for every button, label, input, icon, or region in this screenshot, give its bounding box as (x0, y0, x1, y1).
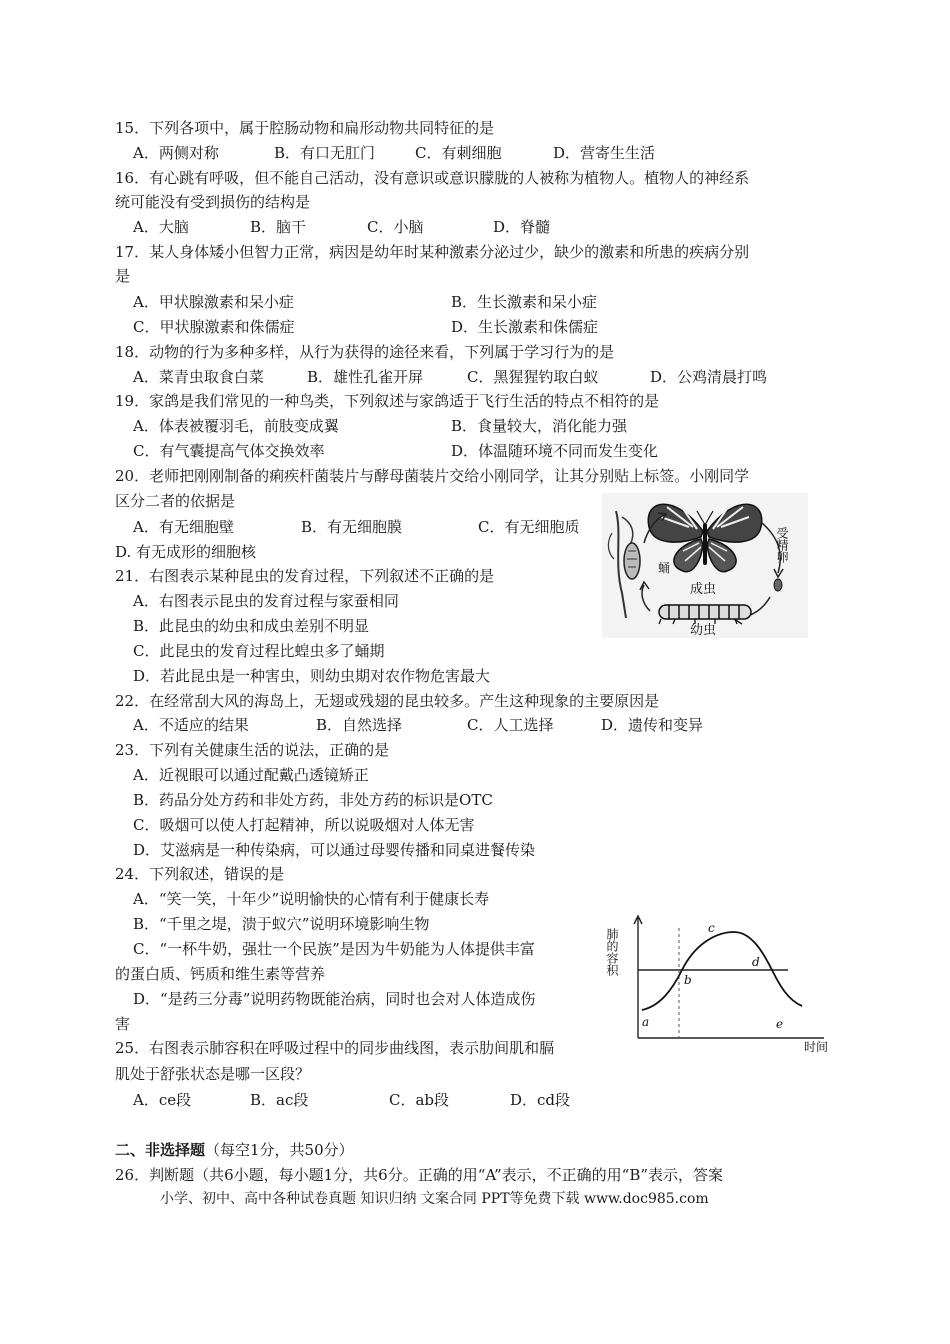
q16-option-b: B．脑干 (250, 218, 307, 236)
egg-label: 受精卵 (775, 527, 789, 563)
q20-option-d: D. 有无成形的细胞核 (115, 543, 257, 561)
q16-option-a: A．大脑 (133, 218, 189, 236)
q20-option-a: A．有无细胞壁 (133, 518, 234, 536)
q25-stem-line1: 25．右图表示肺容积在呼吸过程中的同步曲线图，表示肋间肌和膈 (115, 1039, 555, 1057)
q16-stem-line1: 16．有心跳有呼吸，但不能自己活动，没有意识或意识朦胧的人被称为植物人。植物人的神经系 (115, 169, 750, 187)
q16-option-d: D．脊髓 (493, 218, 551, 236)
q21-option-b: B．此昆虫的幼虫和成虫差别不明显 (133, 617, 370, 635)
q17-stem-line2: 是 (115, 267, 131, 285)
q20-option-c: C．有无细胞质 (478, 518, 580, 536)
q24-option-a: A．“笑一笑，十年少”说明愉快的心情有利于健康长寿 (133, 890, 490, 908)
q23-stem: 23．下列有关健康生活的说法，正确的是 (115, 741, 390, 759)
section-2-title: 二、非选择题 (115, 1141, 206, 1159)
q18-option-b: B．雄性孔雀开屏 (307, 368, 424, 386)
q21-option-d: D．若此昆虫是一种害虫，则幼虫期对农作物危害最大 (133, 667, 491, 685)
q17-stem-line1: 17．某人身体矮小但智力正常，病因是幼年时某种激素分泌过少，缺少的激素和所患的疾病分别 (115, 243, 750, 261)
q19-option-b: B．食量较大，消化能力强 (451, 417, 628, 435)
q23-option-d: D．艾滋病是一种传染病，可以通过母婴传播和同桌进餐传染 (133, 841, 536, 859)
q23-option-b: B．药品分处方药和非处方药，非处方药的标识是OTC (133, 791, 493, 809)
point-a-label: a (642, 1015, 650, 1029)
q18-option-d: D．公鸡清晨打鸣 (650, 368, 768, 386)
q19-option-d: D．体温随环境不同而发生变化 (451, 442, 659, 460)
y-axis-label: 肺的容积 (605, 928, 619, 976)
q17-option-c: C．甲状腺激素和侏儒症 (133, 318, 295, 336)
q24-option-c-line2: 的蛋白质、钙质和维生素等营养 (115, 965, 326, 983)
q15-option-c: C．有刺细胞 (415, 144, 502, 162)
q18-option-c: C．黑猩猩钓取白蚁 (467, 368, 599, 386)
point-d-label: d (752, 955, 760, 969)
q18-stem: 18．动物的行为多种多样，从行为获得的途径来看，下列属于学习行为的是 (115, 343, 615, 361)
q21-option-a: A．右图表示昆虫的发育过程与家蚕相同 (133, 592, 399, 610)
q25-option-b: B．ac段 (250, 1091, 309, 1109)
pupa-label: 蛹 (658, 561, 671, 575)
q15-option-b: B．有口无肛门 (274, 144, 376, 162)
q17-option-b: B．生长激素和呆小症 (451, 293, 598, 311)
q20-stem-line2: 区分二者的依据是 (115, 492, 236, 510)
insect-life-cycle-figure (602, 493, 808, 638)
q22-option-a: A．不适应的结果 (133, 716, 249, 734)
q24-option-d-line2: 害 (115, 1015, 131, 1033)
page-footer: 小学、初中、高中各种试卷真题 知识归纳 文案合同 PPT等免费下载 www.doc985.com (160, 1191, 709, 1207)
q21-stem: 21．右图表示某种昆虫的发育过程，下列叙述不正确的是 (115, 567, 495, 585)
q16-option-c: C．小脑 (367, 218, 424, 236)
q15-option-a: A．两侧对称 (133, 144, 219, 162)
q15-stem: 15．下列各项中，属于腔肠动物和扁形动物共同特征的是 (115, 119, 495, 137)
q22-option-b: B．自然选择 (316, 716, 403, 734)
q24-stem: 24．下列叙述，错误的是 (115, 865, 285, 883)
q19-option-c: C．有气囊提高气体交换效率 (133, 442, 325, 460)
q26-stem: 26．判断题（共6小题，每小题1分，共6分。正确的用“A”表示，不正确的用“B”表示，答案 (115, 1166, 724, 1184)
q20-option-b: B．有无细胞膜 (301, 518, 403, 536)
q18-option-a: A．菜青虫取食白菜 (133, 368, 264, 386)
q20-stem-line1: 20．老师把刚刚制备的痢疾杆菌装片与酵母菌装片交给小刚同学，让其分别贴上标签。小刚同学 (115, 467, 750, 485)
q22-option-c: C．人工选择 (467, 716, 554, 734)
q22-stem: 22．在经常刮大风的海岛上，无翅或残翅的昆虫较多。产生这种现象的主要原因是 (115, 692, 660, 710)
x-axis-label: 时间 (804, 1040, 829, 1054)
point-c-label: c (708, 921, 715, 935)
q25-stem-line2: 肌处于舒张状态是哪一区段？ (115, 1065, 311, 1083)
point-b-label: b (684, 973, 692, 987)
adult-label: 成虫 (690, 582, 717, 597)
q16-stem-line2: 统可能没有受到损伤的结构是 (115, 193, 311, 211)
q24-option-b: B．“千里之堤，溃于蚁穴”说明环境影响生物 (133, 915, 430, 933)
lung-volume-curve (642, 932, 802, 1010)
q19-stem: 19．家鸽是我们常见的一种鸟类，下列叙述与家鸽适于飞行生活的特点不相符的是 (115, 392, 660, 410)
q24-option-d-line1: D．“是药三分毒”说明药物既能治病，同时也会对人体造成伤 (133, 990, 536, 1008)
q24-option-c-line1: C．“一杯牛奶，强壮一个民族”是因为牛奶能为人体提供丰富 (133, 940, 535, 958)
q15-option-d: D．营寄生生活 (553, 144, 656, 162)
q23-option-c: C．吸烟可以使人打起精神，所以说吸烟对人体无害 (133, 816, 475, 834)
lung-volume-chart (605, 910, 838, 1054)
q21-option-c: C．此昆虫的发育过程比蝗虫多了蛹期 (133, 642, 385, 660)
q25-option-a: A．ce段 (133, 1091, 192, 1109)
q19-option-a: A．体表被覆羽毛，前肢变成翼 (133, 417, 339, 435)
q25-option-d: D．cd段 (510, 1091, 571, 1109)
point-e-label: e (776, 1017, 784, 1031)
q25-option-c: C．ab段 (389, 1091, 450, 1109)
q17-option-d: D．生长激素和侏儒症 (451, 318, 599, 336)
q17-option-a: A．甲状腺激素和呆小症 (133, 293, 294, 311)
q22-option-d: D．遗传和变异 (601, 716, 704, 734)
larva-label: 幼虫 (690, 623, 717, 638)
section-2-note: （每空1分，共50分） (205, 1141, 354, 1159)
section-2-heading (115, 1140, 354, 1160)
q23-option-a: A．近视眼可以通过配戴凸透镜矫正 (133, 766, 369, 784)
